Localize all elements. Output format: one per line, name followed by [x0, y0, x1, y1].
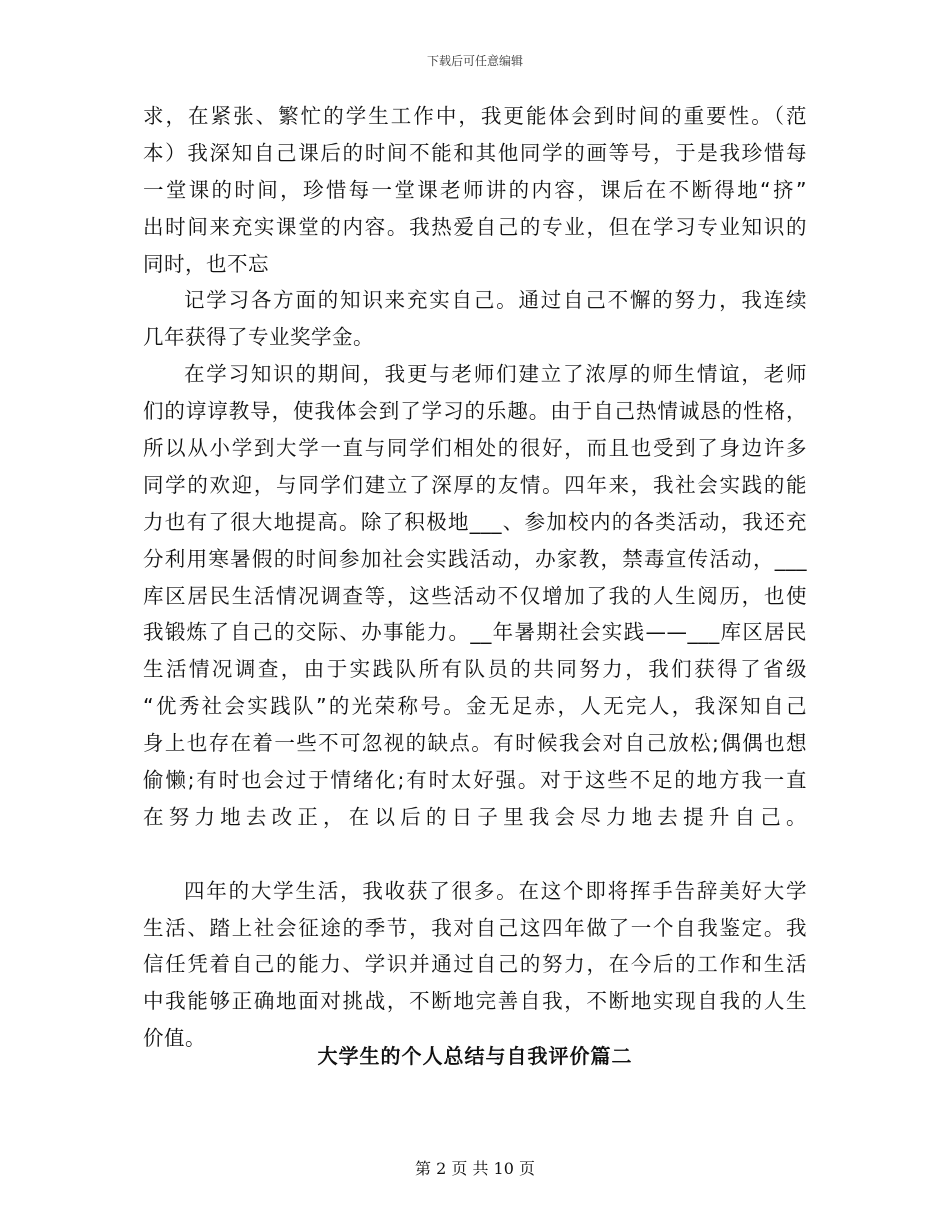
text-line: 身上也存在着一些不可忽视的缺点。有时候我会对自己放松;偶偶也想: [143, 731, 807, 756]
text-line: 出时间来充实课堂的内容。我热爱自己的专业，但在学习专业知识的: [143, 214, 807, 239]
text-line: 同时，也不忘: [143, 251, 269, 276]
text-line: 所以从小学到大学一直与同学们相处的很好，而且也受到了身边许多: [143, 436, 807, 461]
paragraph: [143, 873, 807, 1057]
text-line: 在学习知识的期间，我更与老师们建立了浓厚的师生情谊，老师: [184, 362, 807, 387]
text-line: 生活情况调查，由于实践队所有队员的共同努力，我们获得了省级: [143, 657, 807, 682]
text-line: 记学习各方面的知识来充实自己。通过自己不懈的努力，我连续: [184, 288, 807, 313]
text-line: 分利用寒暑假的时间参加社会实践活动，办家教，禁毒宣传活动，___: [143, 546, 807, 571]
text-line: 力也有了很大地提高。除了积极地___、参加校内的各类活动，我还充: [143, 509, 807, 534]
text-line: 库区居民生活情况调查等，这些活动不仅增加了我的人生阅历，也使: [143, 583, 807, 608]
text-line: 同学的欢迎，与同学们建立了深厚的友情。四年来，我社会实践的能: [143, 472, 807, 497]
section-title: 大学生的个人总结与自我评价篇二: [317, 1044, 633, 1068]
text-line: 求，在紧张、繁忙的学生工作中，我更能体会到时间的重要性。（范: [143, 104, 807, 128]
text-line: 价值。: [143, 1026, 206, 1051]
page-header: 下载后可任意编辑: [426, 54, 523, 68]
text-line: 中我能够正确地面对挑战，不断地完善自我，不断地实现自我的人生: [143, 989, 807, 1014]
text-line: “优秀社会实践队”的光荣称号。金无足赤，人无完人，我深知自己: [143, 694, 807, 719]
text-line: 一堂课的时间，珍惜每一堂课老师讲的内容，课后在不断得地“挤”: [143, 177, 807, 202]
page-footer: 第 2 页 共 10 页: [415, 1159, 535, 1178]
text-line: 我锻炼了自己的交际、办事能力。__年暑期社会实践——___库区居民: [143, 620, 807, 645]
body-text: [143, 98, 807, 1057]
text-line: 们的谆谆教导，使我体会到了学习的乐趣。由于自己热情诚恳的性格，: [143, 399, 807, 424]
text-line: 偷懒;有时也会过于情绪化;有时太好强。对于这些不足的地方我一直: [143, 768, 807, 793]
text-line: 在努力地去改正，在以后的日子里我会尽力地去提升自己。: [143, 804, 807, 829]
text-line: 四年的大学生活，我收获了很多。在这个即将挥手告辞美好大学: [184, 878, 807, 903]
text-line: [143, 836, 807, 873]
text-line: 本）我深知自己课后的时间不能和其他同学的画等号，于是我珍惜每: [143, 140, 807, 165]
text-line: 信任凭着自己的能力、学识并通过自己的努力，在今后的工作和生活: [143, 952, 807, 977]
paragraph: [143, 98, 807, 282]
text-line: 几年获得了专业奖学金。: [143, 325, 374, 350]
paragraph: [143, 356, 807, 872]
paragraph: [143, 282, 807, 356]
text-line: 生活、踏上社会征途的季节，我对自己这四年做了一个自我鉴定。我: [143, 915, 807, 940]
